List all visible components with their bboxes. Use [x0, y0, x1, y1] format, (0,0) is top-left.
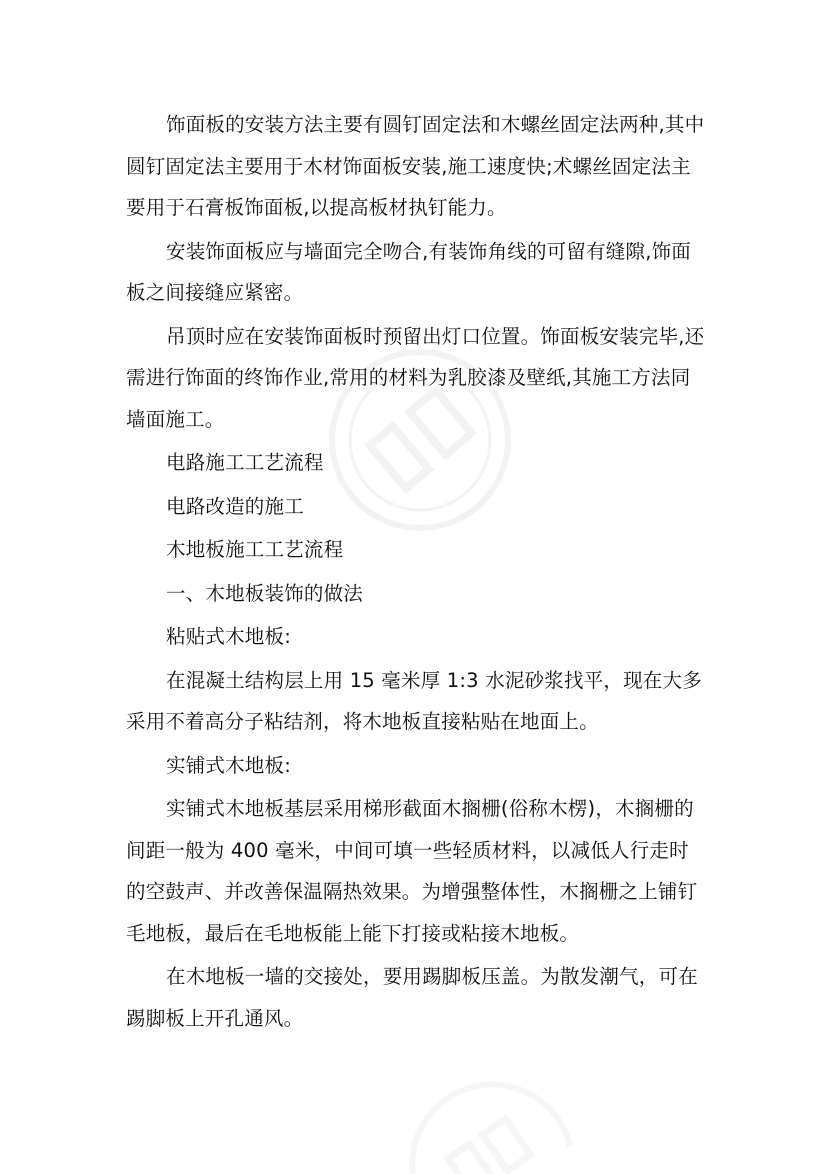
heading-electrical-process: 电路施工工艺流程 — [166, 451, 324, 474]
paragraph-skirting-board: 在木地板一墙的交接处，要用踢脚板压盖。为散发潮气，可在踢脚板上开孔通风。 — [126, 965, 698, 1030]
paragraph-glued-wood-floor: 在混凝土结构层上用 15 毫米厚 1:3 水泥砂浆找平，现在大多采用不着高分子粘结剂，将木地板直接粘贴在地面上。 — [126, 668, 702, 733]
watermark-logo-fragment-icon — [346, 1025, 603, 1174]
paragraph-ceiling-light-openings: 吊顶时应在安装饰面板时预留出灯口位置。饰面板安装完毕,还需进行饰面的终饰作业,常用的材料为乳胶漆及壁纸,其施工方法同墙面施工。 — [126, 324, 705, 431]
paragraph-solid-wood-floor: 实铺式木地板基层采用梯形截面木搁栅(俗称木楞)，木搁栅的间距一般为 400 毫米，中间可填一些轻质材料，以减低人行走时的空鼓声、并改善保温隔热效果。为增强整体性，木搁栅之上铺钉毛地板，最后在毛地板能上能下打接或粘接木地板。 — [126, 797, 698, 945]
paragraph-panel-wall-fit: 安装饰面板应与墙面完全吻合,有装饰角线的可留有缝隙,饰面板之间接缝应紧密。 — [126, 239, 691, 304]
heading-circuit-renovation: 电路改造的施工 — [166, 494, 304, 518]
paragraph-panel-installation-methods: 饰面板的安装方法主要有圆钉固定法和木螺丝固定法两种,其中圆钉固定法主要用于木材饰面板安装,施工速度快;术螺丝固定法主要用于石膏板饰面板,以提高板材执钉能力。 — [126, 113, 705, 219]
document-body — [126, 104, 706, 1039]
heading-glued-wood-floor: 粘贴式木地板: — [166, 625, 291, 648]
heading-wood-floor-method-1: 一、木地板装饰的做法 — [166, 581, 364, 605]
heading-wood-floor-process: 木地板施工工艺流程 — [166, 538, 344, 561]
heading-solid-wood-floor: 实铺式木地板: — [166, 753, 291, 777]
